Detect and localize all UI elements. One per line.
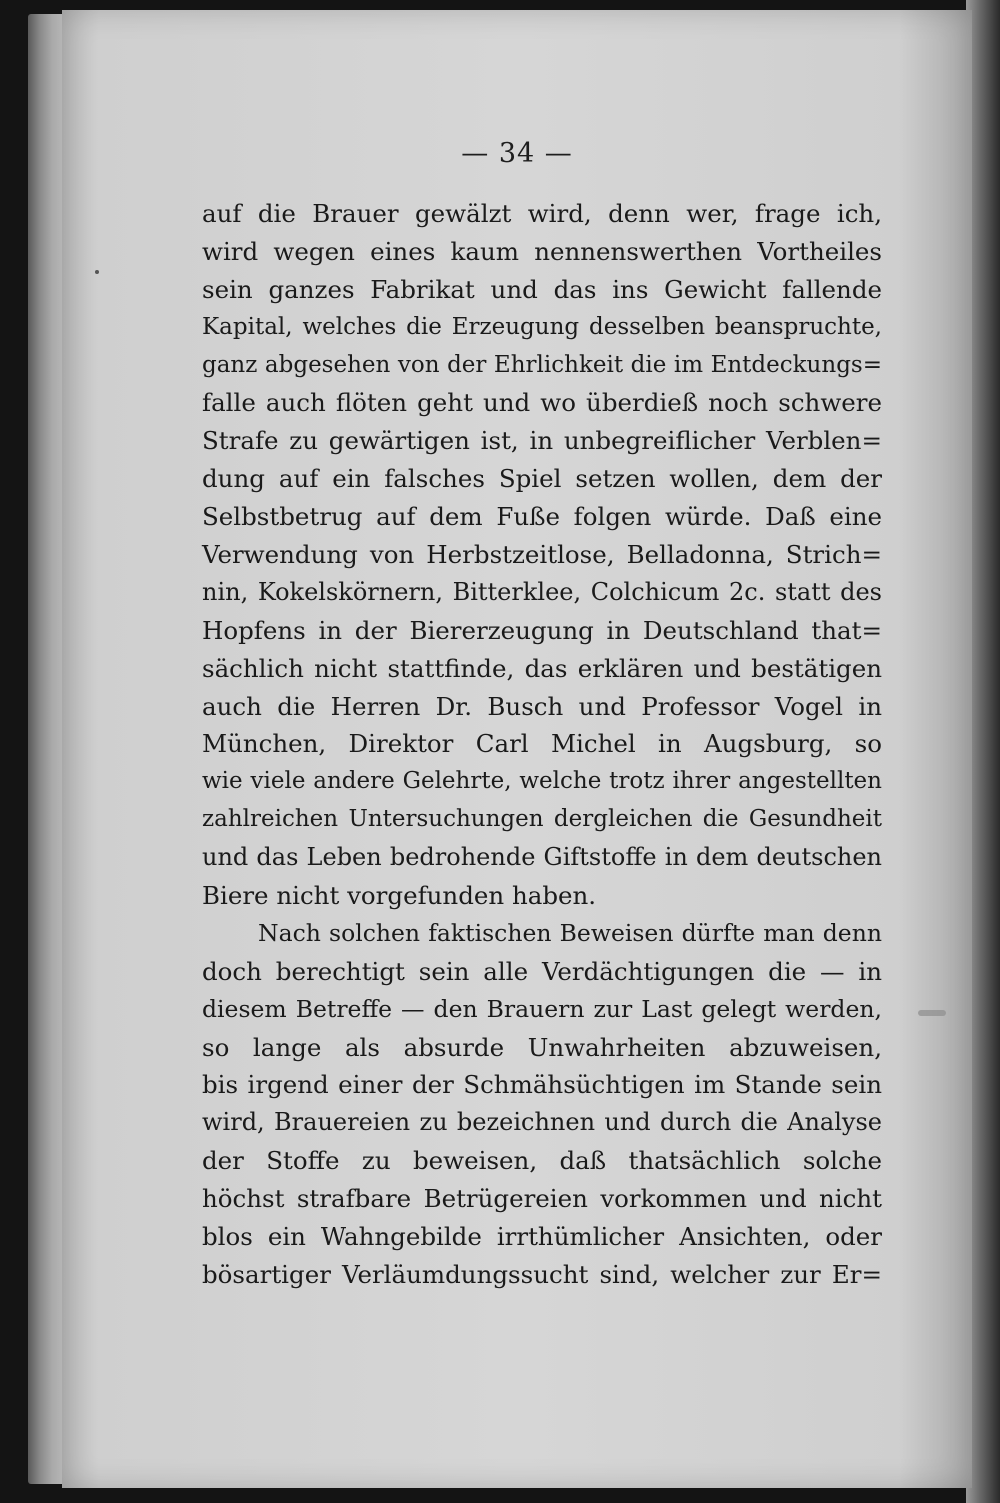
text-line: Kapital, welches die Erzeugung desselben beanspruchte,: [202, 313, 882, 340]
text-line: wird, Brauereien zu bezeichnen und durch die Analyse: [202, 1108, 882, 1137]
text-line: so lange als absurde Unwahrheiten abzuweisen,: [202, 1032, 882, 1062]
text-line: falle auch flöten geht und wo überdieß noch schwere: [202, 388, 882, 418]
text-line: zahlreichen Untersuchungen dergleichen die Gesundheit: [202, 806, 882, 833]
text-line: Hopfens in der Biererzeugung in Deutschland that=: [202, 615, 882, 645]
text-line: ganz abgesehen von der Ehrlichkeit die im Entdeckungs=: [202, 351, 882, 378]
text-line: wie viele andere Gelehrte, welche trotz ihrer angestellten: [202, 768, 882, 795]
text-line: dung auf ein falsches Spiel setzen wollen, dem der: [202, 464, 882, 494]
text-line: bösartiger Verläumdungssucht sind, welcher zur Er=: [202, 1259, 882, 1289]
page-number: — 34 —: [461, 138, 573, 169]
text-line: höchst strafbare Betrügereien vorkommen und nicht: [202, 1184, 882, 1214]
text-line: diesem Betreffe — den Brauern zur Last gelegt werden,: [202, 994, 882, 1023]
text-line: wird wegen eines kaum nennenswerthen Vortheiles: [202, 236, 882, 266]
text-line: nin, Kokelskörnern, Bitterklee, Colchicum 2c. statt des: [202, 577, 882, 606]
text-line: Verwendung von Herbstzeitlose, Belladonna, Strich=: [202, 540, 882, 570]
text-line: sächlich nicht stattfinde, das erklären und bestätigen: [202, 653, 882, 683]
text-line: doch berechtigt sein alle Verdächtigungen die — in: [202, 956, 882, 986]
paper-stain: [918, 1010, 946, 1016]
text-line: München, Direktor Carl Michel in Augsburg, so: [202, 729, 882, 759]
text-line: und das Leben bedrohende Giftstoffe in dem deutschen: [202, 843, 882, 872]
text-line: auch die Herren Dr. Busch und Professor Vogel in: [202, 691, 882, 721]
paper-speck: [95, 270, 99, 274]
text-line: Nach solchen faktischen Beweisen dürfte man denn: [258, 918, 882, 947]
body-text: [202, 195, 882, 1294]
text-line: auf die Brauer gewälzt wird, denn wer, frage ich,: [202, 199, 882, 228]
text-line: Selbstbetrug auf dem Fuße folgen würde. Daß eine: [202, 502, 882, 532]
text-line: sein ganzes Fabrikat und das ins Gewicht fallende: [202, 274, 882, 304]
text-line: Strafe zu gewärtigen ist, in unbegreiflicher Verblen=: [202, 426, 882, 456]
text-line: bis irgend einer der Schmähsüchtigen im Stande sein: [202, 1070, 882, 1100]
text-line: blos ein Wahngebilde irrthümlicher Ansichten, oder: [202, 1222, 882, 1252]
text-line: der Stoffe zu beweisen, daß thatsächlich solche: [202, 1146, 882, 1176]
text-line: Biere nicht vorgefunden haben.: [202, 881, 597, 911]
